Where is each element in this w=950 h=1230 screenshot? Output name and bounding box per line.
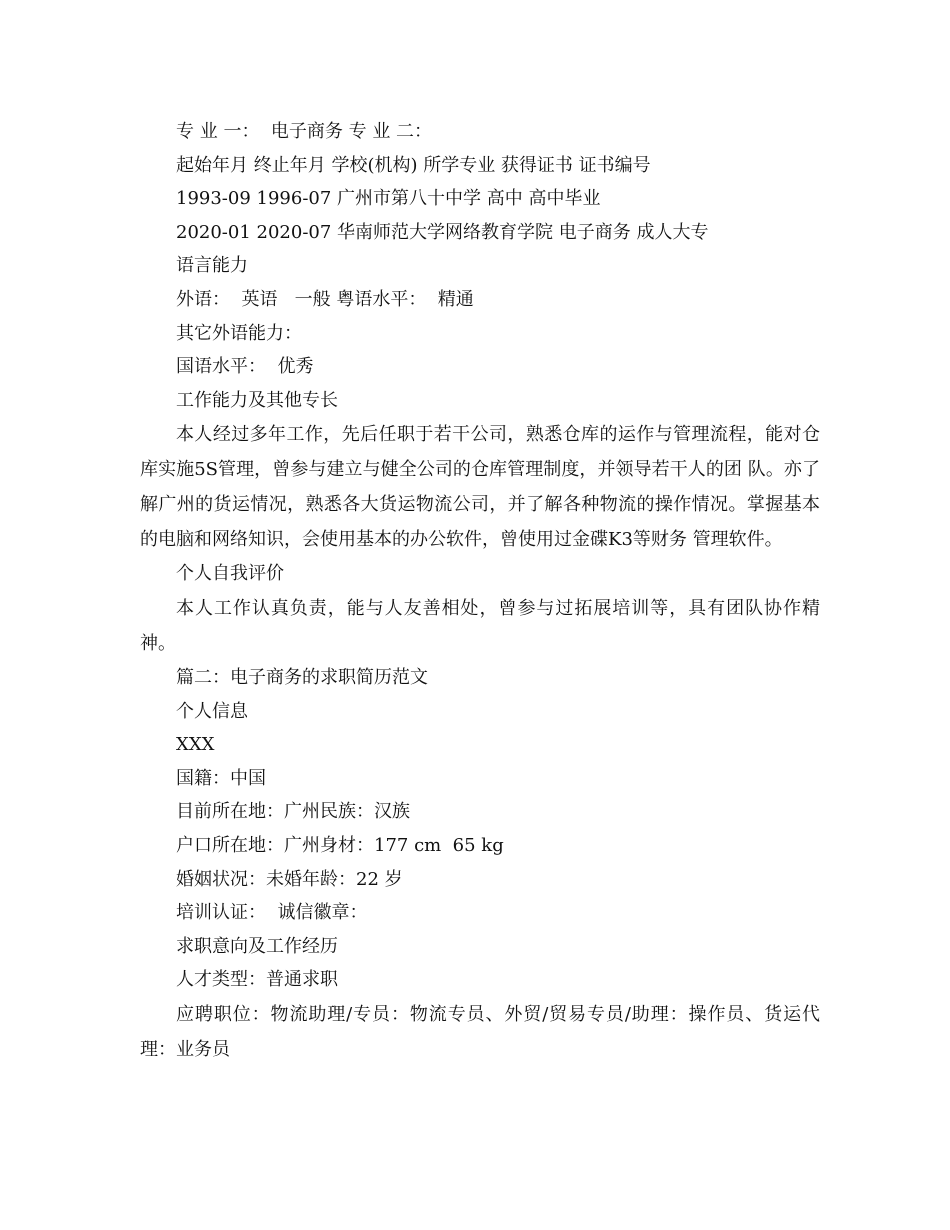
hukou-line: 户口所在地：广州身材：177 cm 65 kg xyxy=(176,834,504,856)
major-line: 专 业 一： 电子商务 专 业 二： xyxy=(176,121,433,142)
marital-line: 婚姻状况：未婚年龄：22 岁 xyxy=(176,868,403,890)
section-heading-language: 语言能力 xyxy=(176,255,248,277)
section-heading-personal-info: 个人信息 xyxy=(176,700,248,722)
education-header-line: 起始年月 终止年月 学校(机构) 所学专业 获得证书 证书编号 xyxy=(176,154,651,176)
education-row: 2020-01 2020-07 华南师范大学网络教育学院 电子商务 成人大专 xyxy=(176,221,709,243)
foreign-language-line: 外语： 英语 一般 粤语水平： 精通 xyxy=(176,288,474,310)
other-language-line: 其它外语能力： xyxy=(176,322,302,344)
location-line: 目前所在地：广州民族：汉族 xyxy=(176,801,410,823)
name-line: XXX xyxy=(176,734,215,756)
section-heading-skills: 工作能力及其他专长 xyxy=(176,389,338,411)
mandarin-line: 国语水平： 优秀 xyxy=(176,356,314,378)
section-heading-job-intention: 求职意向及工作经历 xyxy=(176,935,338,957)
nationality-line: 国籍：中国 xyxy=(176,767,266,789)
self-evaluation-paragraph: 本人工作认真负责，能与人友善相处，曾参与过拓展培训等，具有团队协作精神。 xyxy=(140,597,820,654)
skills-paragraph: 本人经过多年工作，先后任职于若干公司，熟悉仓库的运作与管理流程，能对仓库实施5S管理，曾参与建立与健全公司的仓库管理制度，并领导若干人的团 队。亦了解广州的货运情况，熟悉各大货运物流公司，并了解各种物流的操作情况。掌握基本的电脑和网络知识，会使用基本的办公软件，曾使用过金碟K3等财务 管理软件。 xyxy=(140,424,820,551)
chapter-title: 篇二：电子商务的求职简历范文 xyxy=(176,666,428,688)
education-row: 1993-09 1996-07 广州市第八十中学 高中 高中毕业 xyxy=(176,188,601,210)
certification-line: 培训认证： 诚信徽章： xyxy=(176,902,368,924)
position-paragraph: 应聘职位：物流助理/专员：物流专员、外贸/贸易专员/助理：操作员、货运代理：业务员 xyxy=(140,1003,820,1060)
talent-type-line: 人才类型：普通求职 xyxy=(176,969,338,991)
section-heading-self-evaluation: 个人自我评价 xyxy=(176,563,284,585)
document-page xyxy=(140,115,820,1067)
